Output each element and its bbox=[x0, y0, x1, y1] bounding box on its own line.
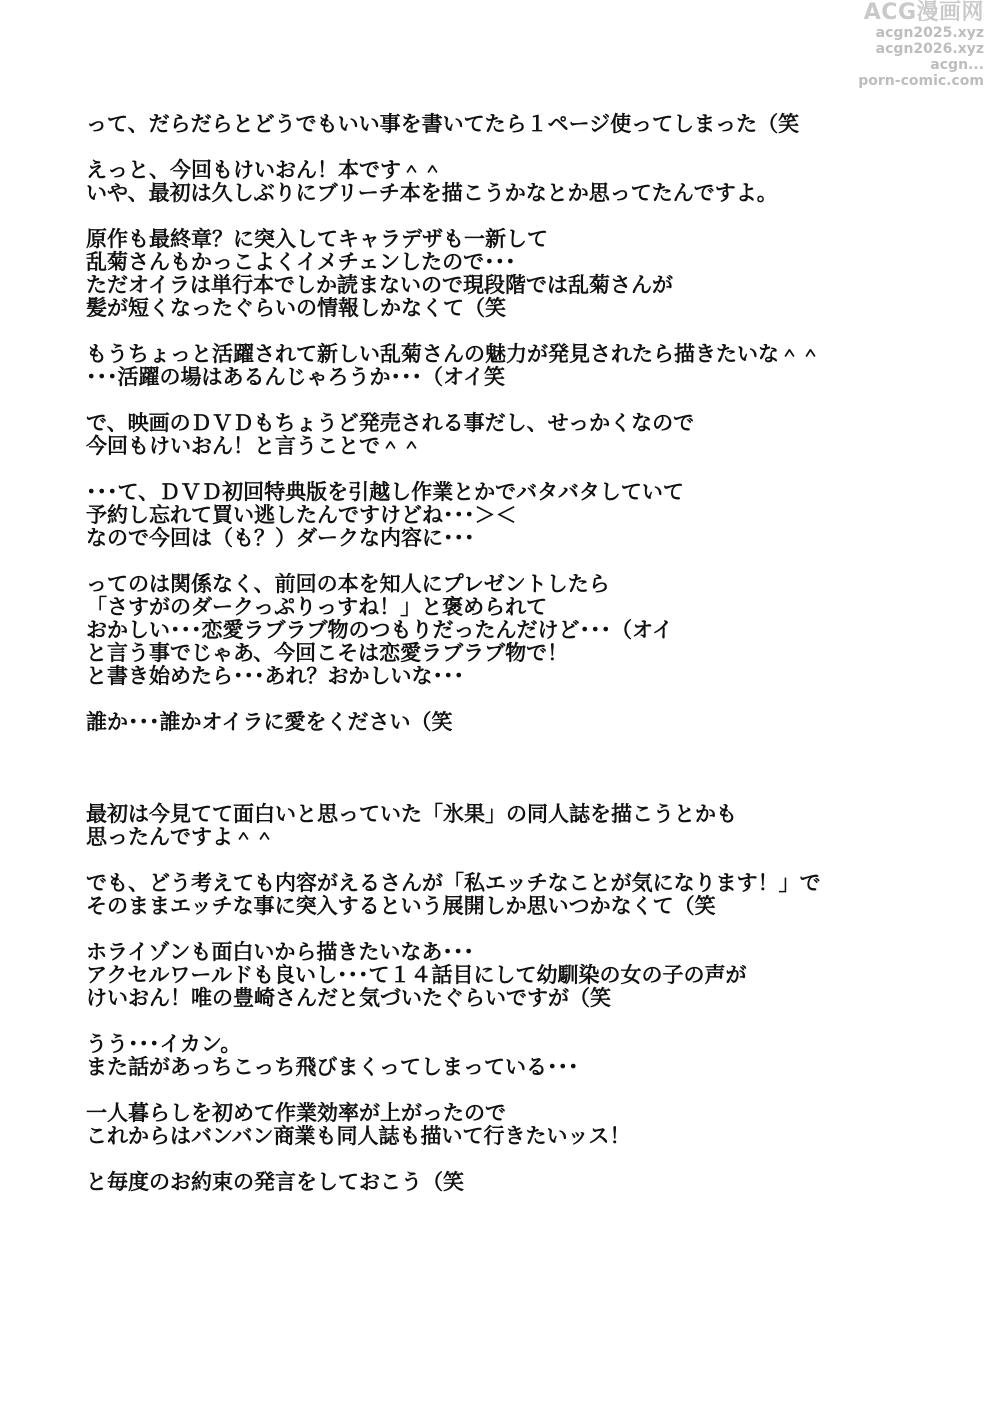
paragraph bbox=[86, 711, 926, 734]
watermark-url-2: acgn2026.xyz bbox=[875, 41, 984, 57]
text-line: けいおん！唯の豊崎さんだと気づいたぐらいですが（笑 bbox=[86, 986, 611, 1010]
paragraph bbox=[86, 481, 926, 550]
paragraph bbox=[86, 228, 926, 320]
watermark-brand: ACG漫画网 bbox=[863, 0, 984, 25]
text-line: これからはバンバン商業も同人誌も描いて行きたいッス！ bbox=[86, 1124, 631, 1148]
paragraph bbox=[86, 412, 926, 458]
paragraph bbox=[86, 1171, 926, 1194]
text-line: なので今回は（も？）ダークな内容に･･･ bbox=[86, 526, 475, 550]
text-line: でも、どう考えても内容がえるさんが「私エッチなことが気になります！」で bbox=[86, 871, 821, 895]
text-line: 最初は今見てて面白いと思っていた「氷果」の同人誌を描こうとかも bbox=[86, 802, 737, 826]
text-line: と毎度のお約束の発言をしておこう（笑 bbox=[86, 1170, 464, 1194]
text-line: 一人暮らしを初めて作業効率が上がったので bbox=[86, 1101, 506, 1125]
paragraph bbox=[86, 1033, 926, 1079]
text-line: 乱菊さんもかっこよくイメチェンしたので･･･ bbox=[86, 250, 516, 274]
text-line: ･･･て、ＤＶＤ初回特典版を引越し作業とかでバタバタしていて bbox=[86, 480, 684, 504]
text-line: って、だらだらとどうでもいい事を書いてたら１ページ使ってしまった（笑 bbox=[86, 112, 800, 136]
text-line: ってのは関係なく、前回の本を知人にプレゼントしたら bbox=[86, 572, 610, 596]
paragraph bbox=[86, 573, 926, 688]
text-line: いや、最初は久しぶりにブリーチ本を描こうかなとか思ってたんですよ。 bbox=[86, 181, 778, 205]
text-line: おかしい･･･恋愛ラブラブ物のつもりだったんだけど･･･（オイ bbox=[86, 618, 673, 642]
paragraph bbox=[86, 113, 926, 136]
text-line: ホライゾンも面白いから描きたいなあ･･･ bbox=[86, 940, 474, 964]
text-line: と書き始めたら･･･あれ？おかしいな･･･ bbox=[86, 664, 464, 688]
text-line: また話があっちこっち飛びまくってしまっている･･･ bbox=[86, 1055, 579, 1079]
text-line: そのままエッチな事に突入するという展開しか思いつかなくて（笑 bbox=[86, 894, 716, 918]
text-line: と言う事でじゃあ、今回こそは恋愛ラブラブ物で！ bbox=[86, 641, 569, 665]
text-line: えっと、今回もけいおん！本です＾＾ bbox=[86, 158, 443, 182]
text-line: ただオイラは単行本でしか読まないので現段階では乱菊さんが bbox=[86, 273, 673, 297]
paragraph bbox=[86, 872, 926, 918]
paragraph bbox=[86, 941, 926, 1010]
text-line: 髪が短くなったぐらいの情報しかなくて（笑 bbox=[86, 296, 506, 320]
paragraph bbox=[86, 1102, 926, 1148]
text-line: で、映画のＤＶＤもちょうど発売される事だし、せっかくなので bbox=[86, 411, 695, 435]
text-line: 原作も最終章？に突入してキャラデザも一新して bbox=[86, 227, 548, 251]
text-line: もうちょっと活躍されて新しい乱菊さんの魅力が発見されたら描きたいな＾＾ bbox=[86, 342, 821, 366]
paragraph bbox=[86, 803, 926, 849]
text-line: 誰か･･･誰かオイラに愛をください（笑 bbox=[86, 710, 453, 734]
text-line: 「さすがのダークっぷりっすね！」と褒められて bbox=[86, 595, 548, 619]
paragraph bbox=[86, 159, 926, 205]
watermark-url-1: acgn2025.xyz bbox=[875, 25, 984, 41]
site-watermark bbox=[834, 0, 984, 88]
text-line: ･･･活躍の場はあるんじゃろうか･･･（オイ笑 bbox=[86, 365, 505, 389]
paragraph bbox=[86, 343, 926, 389]
watermark-url-4: porn-comic.com bbox=[858, 73, 984, 89]
text-line: 思ったんですよ＾＾ bbox=[86, 825, 275, 849]
text-line: 予約し忘れて買い逃したんですけどね･･･＞＜ bbox=[86, 503, 517, 527]
watermark-url-3: acgn... bbox=[930, 57, 984, 73]
text-line: うう･･･イカン。 bbox=[86, 1032, 242, 1056]
afterword-text bbox=[86, 113, 926, 1217]
text-line: アクセルワールドも良いし･･･て１４話目にして幼馴染の女の子の声が bbox=[86, 963, 747, 987]
text-line: 今回もけいおん！と言うことで＾＾ bbox=[86, 434, 422, 458]
